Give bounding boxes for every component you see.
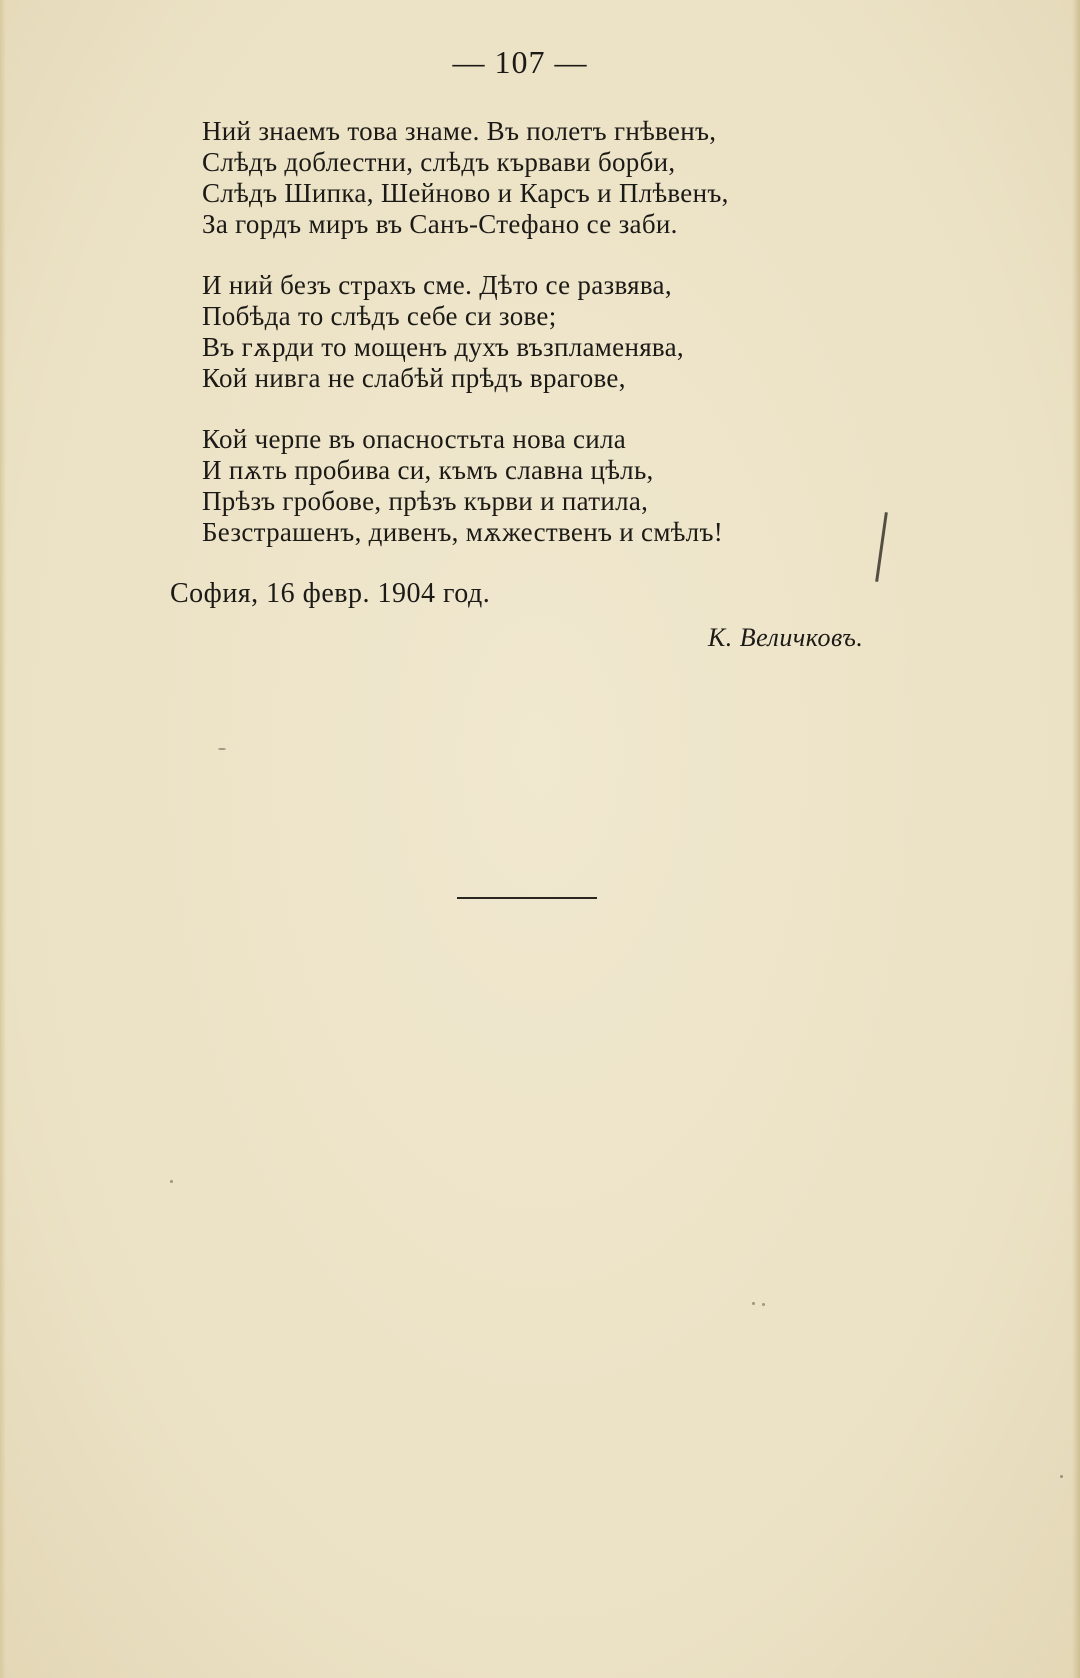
poem-line: За гордъ миръ въ Санъ-Стефано се заби. [202, 209, 678, 239]
page-number: — 107 — [452, 44, 588, 80]
paper-speck [1060, 1475, 1063, 1478]
section-divider [457, 897, 597, 899]
poem-line: И ний безъ страхъ сме. Дѣто се развява, [202, 270, 672, 300]
poem-line: Слѣдъ Шипка, Шейново и Карсъ и Плѣвенъ, [202, 178, 729, 208]
page-edge-left [0, 0, 6, 1678]
poem-line: И пѫть пробива си, къмъ славна цѣль, [202, 455, 654, 485]
poem-line: Побѣда то слѣдъ себе си зове; [202, 301, 557, 331]
paper-speck [752, 1302, 755, 1305]
poem [202, 116, 902, 578]
poem-line: Кой черпе въ опасностьта нова сила [202, 424, 627, 454]
poem-line: Ний знаемъ това знаме. Въ полетъ гнѣвенъ, [202, 116, 717, 146]
poem-line: Въ гѫрди то мощенъ духъ възпламенява, [202, 332, 684, 362]
poem-line: Кой нивга не слабѣй прѣдъ врагове, [202, 363, 626, 393]
paper-speck [218, 748, 226, 750]
author-signature: К. Величковъ. [708, 623, 864, 652]
poem-line: Прѣзъ гробове, прѣзъ кърви и патила, [202, 486, 649, 516]
poem-line: Безстрашенъ, дивенъ, мѫжественъ и смѣлъ! [202, 517, 724, 547]
poem-line: Слѣдъ доблестни, слѣдъ кървави борби, [202, 147, 676, 177]
paper-speck [170, 1180, 173, 1183]
stanza-3 [202, 424, 902, 548]
stanza-2 [202, 270, 902, 394]
stanza-1 [202, 116, 902, 240]
dateline: София, 16 февр. 1904 год. [170, 578, 491, 609]
paper-speck [762, 1303, 765, 1306]
page-edge-right [1072, 0, 1080, 1678]
